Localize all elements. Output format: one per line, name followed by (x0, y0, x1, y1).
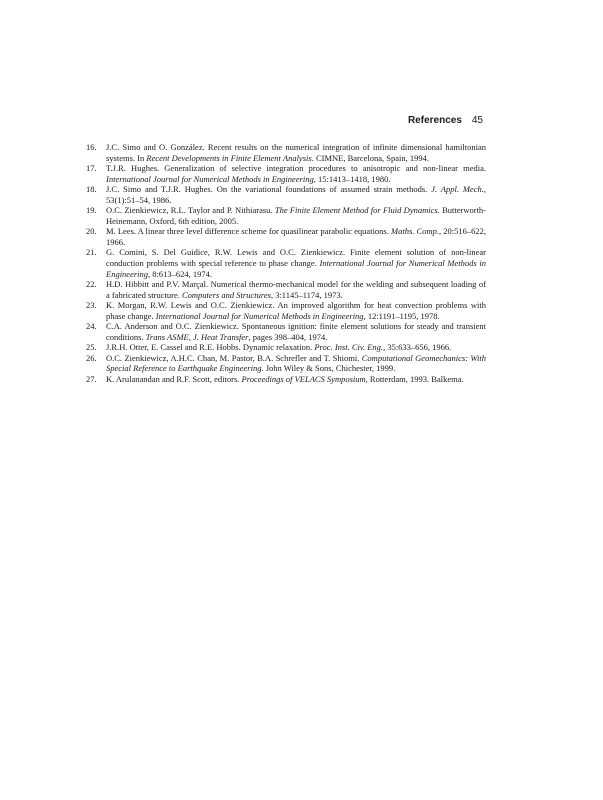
reference-item (86, 374, 486, 385)
reference-list (86, 142, 486, 385)
reference-text: J.R.H. Otter, E. Cassel and R.E. Hobbs. Dynamic relaxation. Proc. Inst. Civ. Eng., 35:633–656, 1966. (106, 342, 452, 353)
reference-text: H.D. Hibbitt and P.V. Marçal. Numerical thermo-mechanical model for the welding and subsequent loading of a fabricated structure. Computers and Structures, 3:1145–1174, 1973. (106, 279, 486, 300)
reference-text: J.C. Simo and T.J.R. Hughes. On the variational foundations of assumed strain methods. J. Appl. Mech., 53(1):51–54, 1986. (106, 184, 486, 205)
running-head (408, 115, 483, 126)
reference-item (86, 163, 486, 184)
reference-number: 24. (86, 321, 97, 332)
reference-number: 22. (86, 279, 97, 290)
reference-text: O.C. Zienkiewicz, R.L. Taylor and P. Nithiarasu. The Finite Element Method for Fluid Dynamics. Butterworth-Heinemann, Oxford, 6th edition, 2005. (106, 205, 486, 226)
reference-text: G. Comini, S. Del Guidice, R.W. Lewis and O.C. Zienkiewicz. Finite element solution of non-linear conduction problems with special reference to phase change. International Journal for Numerical Methods in Engineering, 8:613–624, 1974. (106, 247, 486, 279)
reference-text: K. Morgan, R.W. Lewis and O.C. Zienkiewicz. An improved algorithm for heat convection problems with phase change. International Journal for Numerical Methods in Engineering, 12:1191–1195, 1978. (106, 300, 486, 321)
reference-number: 26. (86, 352, 97, 363)
reference-number: 23. (86, 300, 97, 311)
reference-number: 25. (86, 342, 97, 353)
reference-item (86, 247, 486, 279)
reference-item (86, 353, 486, 374)
reference-number: 21. (86, 247, 97, 258)
reference-item (86, 300, 486, 321)
reference-text: J.C. Simo and O. González. Recent results on the numerical integration of infinite dimensional hamiltonian systems. In Recent Developments in Finite Element Analysis. CIMNE, Barcelona, Spain, 1994. (106, 142, 486, 163)
page-number: 45 (471, 115, 483, 126)
reference-text: T.J.R. Hughes. Generalization of selective integration procedures to anisotropic and non-linear media. International Journal for Numerical Methods in Engineering, 15:1413–1418, 1980. (106, 163, 486, 184)
reference-text: K. Arulanandan and R.F. Scott, editors. Proceedings of VELACS Symposium, Rotterdam, 1993. Balkema. (106, 374, 464, 385)
reference-item (86, 342, 486, 353)
reference-text: O.C. Zienkiewicz, A.H.C. Chan, M. Pastor, B.A. Schrefler and T. Shiomi. Computational Geomechanics: With Special Reference to Earthquake Engineering. John Wiley & Sons, Chichester, 1999. (106, 352, 486, 374)
reference-item (86, 279, 486, 300)
reference-item (86, 184, 486, 205)
section-title: References (407, 115, 462, 126)
reference-number: 27. (86, 374, 97, 385)
reference-text: C.A. Anderson and O.C. Zienkiewicz. Spontaneous ignition: finite element solutions for steady and transient conditions. Trans ASME, J. Heat Transfer, pages 398–404, 1974. (106, 321, 486, 342)
reference-number: 16. (86, 142, 97, 152)
reference-item (86, 226, 486, 247)
reference-item (86, 142, 486, 163)
reference-number: 18. (86, 184, 97, 195)
reference-item (86, 205, 486, 226)
reference-text: M. Lees. A linear three level difference scheme for quasilinear parabolic equations. Maths. Comp., 20:516–622, 1966. (106, 226, 486, 247)
reference-number: 20. (86, 226, 97, 237)
reference-number: 19. (86, 205, 97, 216)
reference-number: 17. (86, 163, 97, 174)
reference-item (86, 321, 486, 342)
